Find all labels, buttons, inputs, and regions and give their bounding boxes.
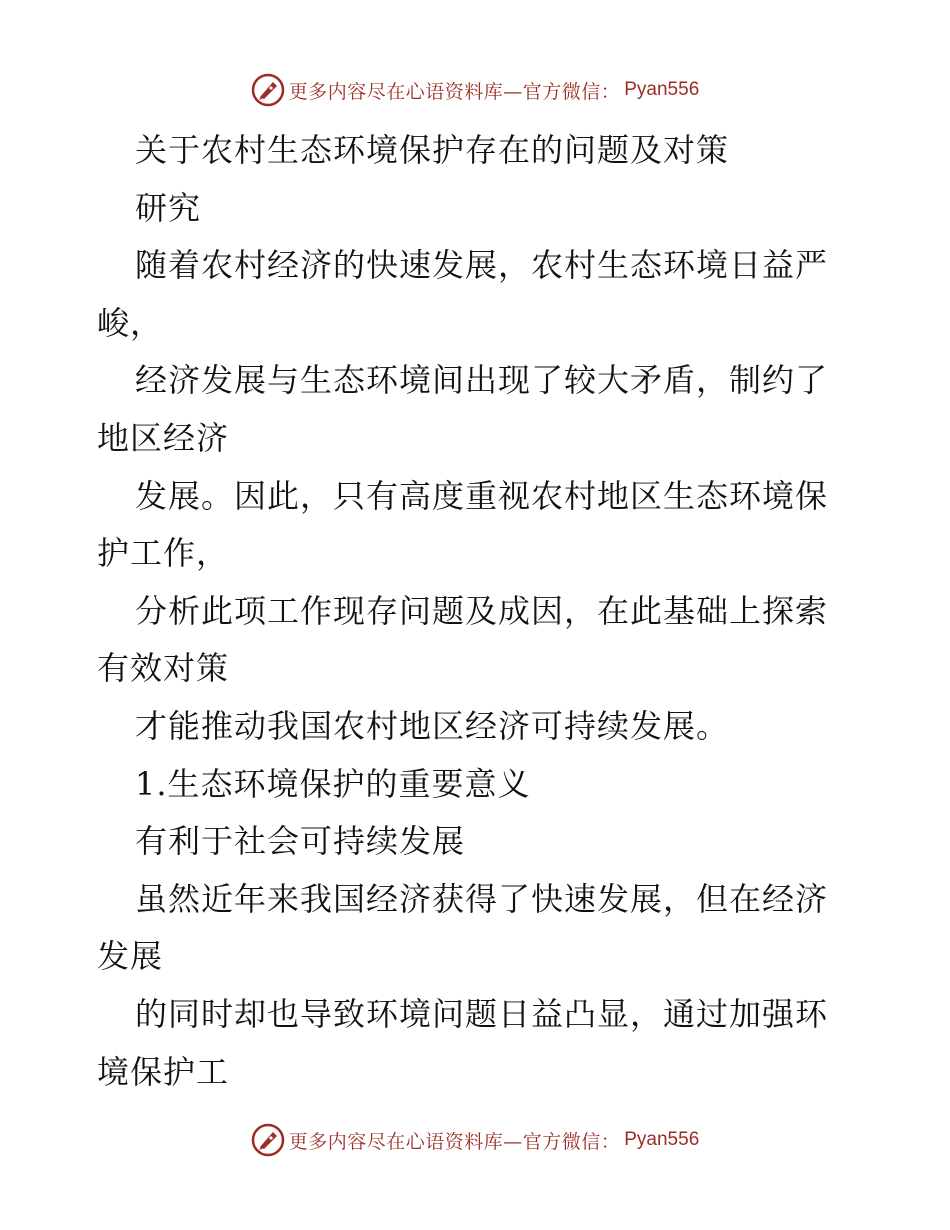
- text-line: 境保护工: [97, 1052, 230, 1091]
- pen-nib-logo-icon: [251, 73, 285, 107]
- text-line: 经济发展与生态环境间出现了较大矛盾，制约了: [135, 361, 829, 400]
- text-line: 1.生态环境保护的重要意义: [135, 764, 531, 803]
- text-line: 关于农村生态环境保护存在的问题及对策: [135, 131, 730, 169]
- text-line: 有利于社会可持续发展: [135, 822, 466, 861]
- watermark-wechat-id: Pyan556: [624, 1129, 700, 1150]
- document-body: [97, 122, 857, 1101]
- watermark-text: 更多内容尽在心语资料库—官方微信：: [288, 1130, 621, 1153]
- text-line: 发展: [97, 937, 164, 976]
- text-line: 研究: [135, 188, 202, 227]
- text-line: 地区经济: [97, 418, 230, 457]
- footer-watermark: [0, 1120, 950, 1160]
- watermark-wechat-id: Pyan556: [624, 79, 700, 100]
- text-line: 虽然近年来我国经济获得了快速发展，但在经济: [135, 879, 829, 918]
- text-line: 才能推动我国农村地区经济可持续发展。: [135, 706, 730, 745]
- watermark-text: 更多内容尽在心语资料库—官方微信：: [288, 80, 621, 103]
- text-line: 峻，: [97, 303, 164, 342]
- text-line: 随着农村经济的快速发展，农村生态环境日益严: [135, 246, 829, 285]
- text-line: 护工作，: [97, 534, 230, 573]
- header-watermark: [0, 70, 950, 110]
- text-line: 分析此项工作现存问题及成因，在此基础上探索: [135, 591, 829, 630]
- text-line: 发展。因此，只有高度重视农村地区生态环境保: [135, 476, 829, 515]
- text-line: 有效对策: [97, 649, 230, 688]
- pen-nib-logo-icon: [251, 1123, 285, 1157]
- text-line: 的同时却也导致环境问题日益凸显，通过加强环: [135, 994, 829, 1033]
